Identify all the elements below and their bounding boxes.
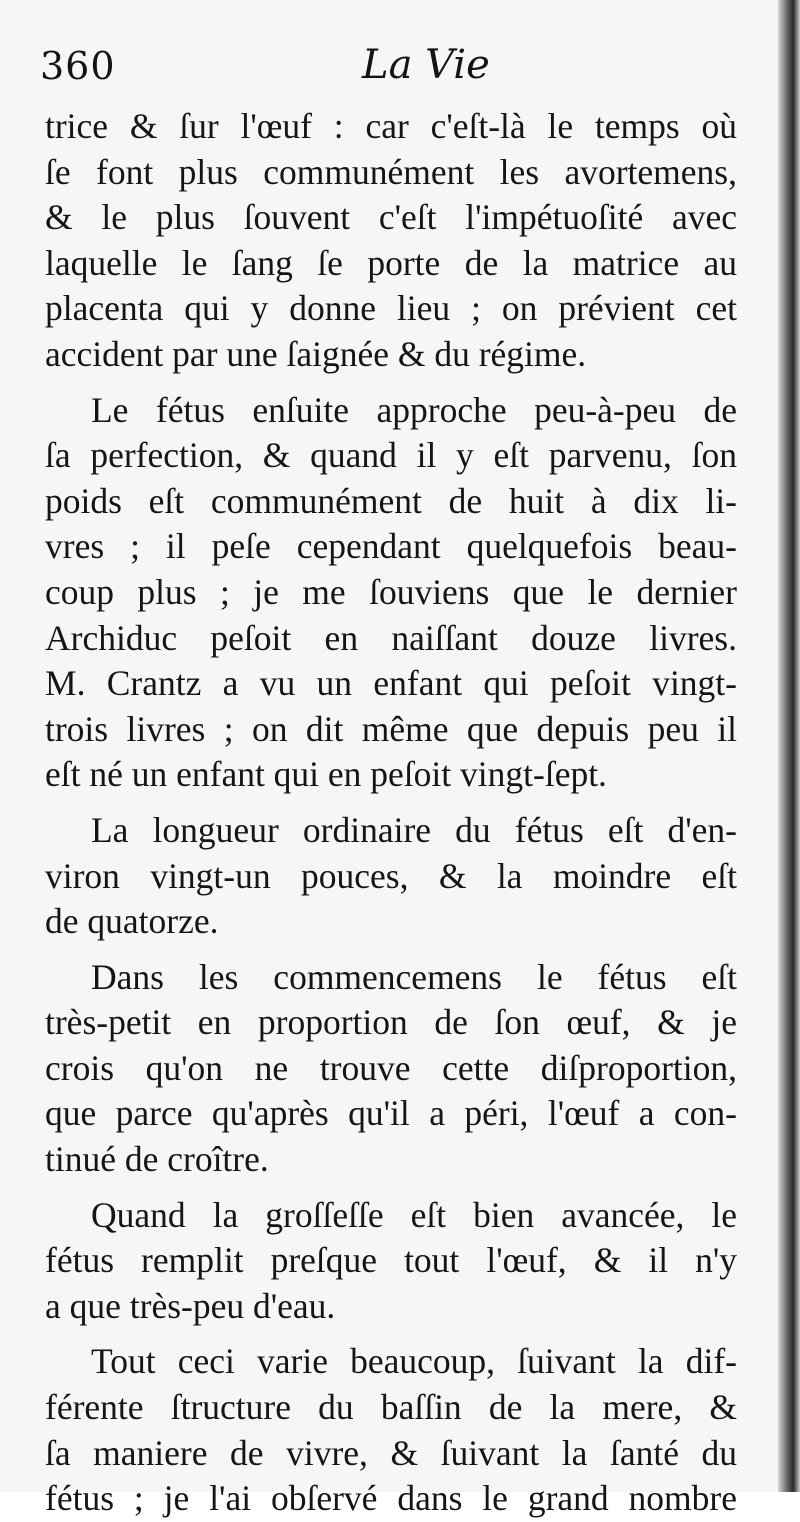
paragraph-6 [45,1339,737,1521]
text-line: poids eſt communément de huit à dix li- [45,480,737,521]
text-line: & le plus ſouvent c'eſt l'impétuoſité avec [45,197,737,238]
text-line: Archiduc peſoit en naiſſant douze livres. [45,617,737,658]
text-line: crois qu'on ne trouve cette diſproportion, [45,1047,737,1088]
text-line: Dans les commencemens le fétus eſt [91,956,737,997]
text-line: trice & ſur l'œuf : car c'eſt-là le temps où [45,106,737,146]
text-line: Quand la groſſeſſe eſt bien avancée, le [91,1194,737,1235]
text-line: ſa maniere de vivre, & ſuivant la ſanté du [45,1432,737,1473]
text-line: que parce qu'après qu'il a péri, l'œuf a con- [45,1093,737,1134]
body-text [45,104,737,1522]
paragraph-1 [45,104,737,378]
text-line: fétus ; je l'ai obſervé dans le grand nombre [45,1478,737,1519]
paragraph-4 [45,955,737,1183]
page-number: 360 [40,44,116,88]
text-line: laquelle le ſang ſe porte de la matrice au [45,242,737,283]
paragraph-5 [45,1193,737,1330]
book-spine-shadow [778,0,800,1492]
text-line: M. Crantz a vu un enfant qui peſoit vingt- [45,663,737,704]
text-line: accident par une ſaignée & du régime. [45,333,587,374]
text-line: Tout ceci varie beaucoup, ſuivant la dif- [91,1341,737,1382]
text-line: viron vingt-un pouces, & la moindre eſt [45,855,737,896]
text-line: trois livres ; on dit même que depuis peu il [45,708,737,749]
page-header [40,40,740,104]
text-line: eſt né un enfant qui en peſoit vingt-ſept. [45,754,607,795]
text-line: ſa perfection, & quand il y eſt parvenu, ſon [45,435,737,476]
text-line: férente ſtructure du baſſin de la mere, & [45,1387,737,1428]
text-line: très-petit en proportion de ſon œuf, & je [45,1002,737,1043]
text-line: a que très-peu d'eau. [45,1285,336,1326]
text-line: Le fétus enſuite approche peu-à-peu de [91,389,737,430]
text-line: fétus remplit preſque tout l'œuf, & il n'y [45,1240,737,1281]
text-line: coup plus ; je me ſouviens que le dernier [45,571,737,612]
text-line: tinué de croître. [45,1139,269,1180]
text-line: ſe font plus communément les avortemens, [45,151,737,192]
text-line: placenta qui y donne lieu ; on prévient cet [45,288,737,329]
text-line: vres ; il peſe cependant quelquefois beau- [45,526,737,567]
paragraph-2 [45,388,737,798]
text-line: La longueur ordinaire du fétus eſt d'en- [91,809,737,850]
paragraph-3 [45,808,737,945]
text-line: de quatorze. [45,901,219,942]
running-title: La Vie [362,42,490,88]
